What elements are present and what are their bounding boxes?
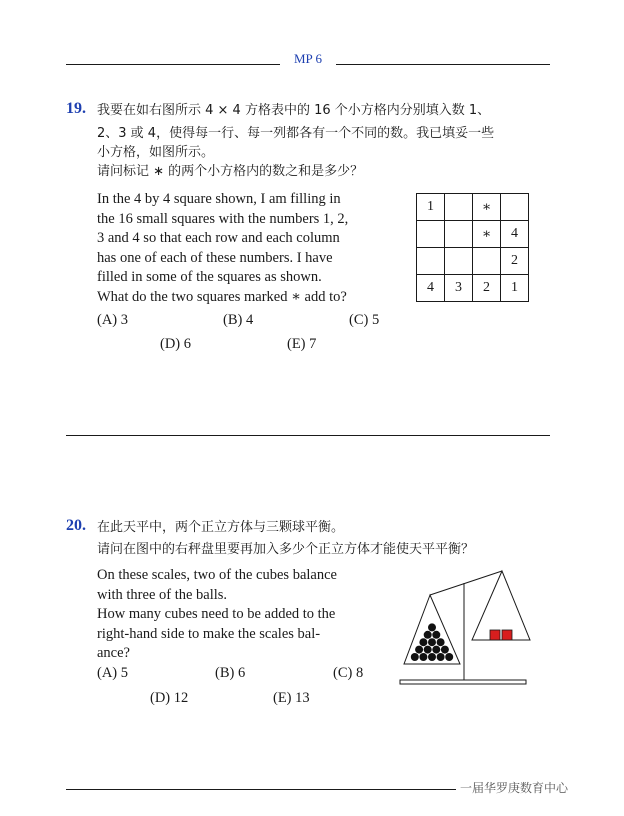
grid-row xyxy=(417,275,529,302)
header-rule-left xyxy=(66,64,280,65)
ball xyxy=(441,646,449,654)
q20-en-line: How many cubes need to be added to the xyxy=(97,606,336,622)
q20-option-a[interactable]: (A) 5 xyxy=(97,665,129,681)
q19-en-line: 3 and 4 so that each row and each column xyxy=(97,230,340,246)
q20-en-line: ance? xyxy=(97,645,130,661)
grid-cell xyxy=(417,221,445,248)
q20-en-line: with three of the balls. xyxy=(97,586,228,603)
cube xyxy=(490,630,500,640)
grid-cell: 4 xyxy=(501,221,529,248)
q20-zh-line: 请问在图中的右秤盘里要再加入多少个正立方体才能使天平平衡？ xyxy=(97,542,475,557)
q19-option-d[interactable]: (D) 6 xyxy=(160,336,192,352)
q19-en-line: In the 4 by 4 square shown, I am filling in xyxy=(97,191,341,207)
watermark-text: 一届华罗庚数育中心 xyxy=(460,781,569,795)
balance-scale-figure xyxy=(396,568,536,688)
q19-number-grid xyxy=(416,193,529,302)
q19-en-line: has one of each of these numbers. I have xyxy=(97,249,333,266)
q20-en-line: On these scales, two of the cubes balance xyxy=(97,567,337,583)
q19-zh-line: 2、3 或 4，使得每一行、每一列都各有一个不同的数。我已填妥一些 xyxy=(97,126,495,141)
q19-number: 19. xyxy=(66,100,86,117)
q19-en-line: the 16 small squares with the numbers 1, 2, xyxy=(97,210,349,227)
ball xyxy=(445,653,453,661)
grid-cell: 1 xyxy=(417,194,445,221)
grid-cell: 4 xyxy=(417,275,445,302)
ball xyxy=(432,646,440,654)
q20-option-b[interactable]: (B) 6 xyxy=(215,665,246,681)
section-separator xyxy=(66,435,550,436)
grid-row xyxy=(417,194,529,221)
q19-option-e[interactable]: (E) 7 xyxy=(287,336,317,352)
scale-base xyxy=(400,680,526,684)
q20-en-line: right-hand side to make the scales bal- xyxy=(97,625,321,642)
ball xyxy=(437,653,445,661)
grid-cell: 1 xyxy=(501,275,529,302)
grid-cell: 2 xyxy=(501,248,529,275)
q20-chinese-text xyxy=(97,518,557,559)
ball xyxy=(419,653,427,661)
q20-zh-line: 在此天平中，两个正立方体与三颗球平衡。 xyxy=(97,520,345,535)
ball xyxy=(415,646,423,654)
ball xyxy=(432,631,440,639)
ball xyxy=(428,653,436,661)
ball xyxy=(411,653,419,661)
ball xyxy=(437,638,445,646)
footer-rule xyxy=(66,789,456,790)
ball xyxy=(424,631,432,639)
grid-cell xyxy=(445,221,473,248)
scale-beam xyxy=(430,571,502,595)
grid-cell xyxy=(445,194,473,221)
q19-option-a[interactable]: (A) 3 xyxy=(97,312,129,328)
q19-option-b[interactable]: (B) 4 xyxy=(223,312,254,328)
grid-cell: ∗ xyxy=(473,194,501,221)
grid-cell: ∗ xyxy=(473,221,501,248)
q20-option-e[interactable]: (E) 13 xyxy=(273,690,310,706)
grid-cell xyxy=(417,248,445,275)
grid-row xyxy=(417,248,529,275)
grid-cell xyxy=(445,248,473,275)
grid-cell: 3 xyxy=(445,275,473,302)
grid-cell xyxy=(501,194,529,221)
q19-chinese-text xyxy=(97,101,557,181)
q19-option-c[interactable]: (C) 5 xyxy=(349,312,380,328)
grid-cell: 2 xyxy=(473,275,501,302)
ball xyxy=(428,638,436,646)
q19-zh-line: 小方格，如图所示。 xyxy=(97,145,215,160)
cube-stack xyxy=(490,630,512,640)
cube xyxy=(502,630,512,640)
q19-english-text xyxy=(97,190,397,307)
grid-row xyxy=(417,221,529,248)
q20-number: 20. xyxy=(66,517,86,534)
header-rule-right xyxy=(336,64,550,65)
q19-en-line: filled in some of the squares as shown. xyxy=(97,269,322,285)
q19-zh-line: 我要在如右图所示 4 × 4 方格表中的 16 个小方格内分别填入数 1、 xyxy=(97,103,491,118)
q19-zh-line: 请问标记 ∗ 的两个小方格内的数之和是多少？ xyxy=(97,164,364,179)
ball xyxy=(419,638,427,646)
ball xyxy=(424,646,432,654)
ball xyxy=(428,623,436,631)
page-header-title: MP 6 xyxy=(293,51,323,66)
q20-option-c[interactable]: (C) 8 xyxy=(333,665,364,681)
q20-option-d[interactable]: (D) 12 xyxy=(150,690,189,706)
right-pan xyxy=(472,571,530,640)
q19-en-line: What do the two squares marked ∗ add to? xyxy=(97,288,347,305)
q20-english-text xyxy=(97,566,382,664)
grid-cell xyxy=(473,248,501,275)
